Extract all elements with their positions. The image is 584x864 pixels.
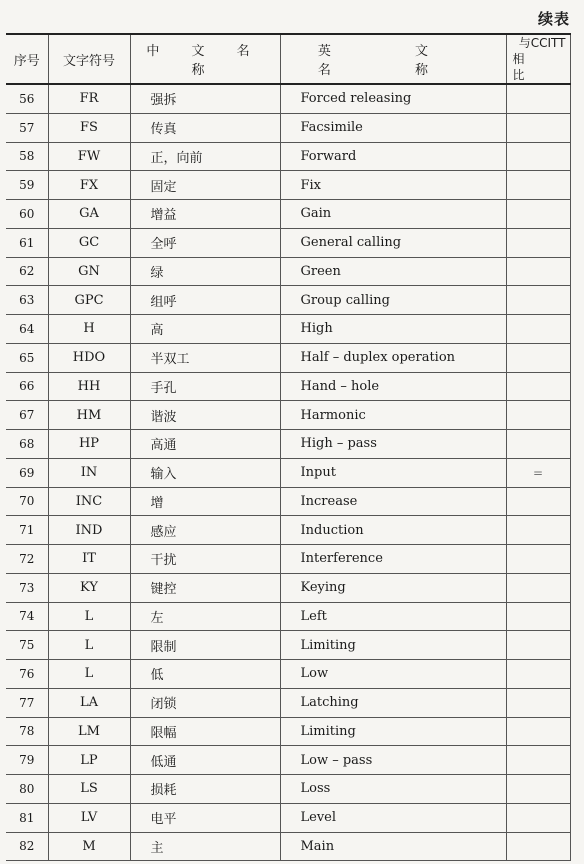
abbreviation-table <box>6 33 571 861</box>
ccitt-comparison-cell <box>506 200 570 229</box>
ccitt-comparison-cell <box>506 660 570 689</box>
row-number-cell: 75 <box>6 631 48 660</box>
english-name-cell: Interference <box>280 545 506 574</box>
chinese-name-cell: 左 <box>130 602 280 631</box>
english-name-cell: Keying <box>280 573 506 602</box>
chinese-name-cell: 手孔 <box>130 372 280 401</box>
table-header-row <box>6 34 570 84</box>
row-number-cell: 62 <box>6 257 48 286</box>
column-header-chinese: 中 文 名 称 <box>130 34 280 84</box>
table-row <box>6 660 570 689</box>
english-name-cell: Input <box>280 458 506 487</box>
symbol-cell: HP <box>48 430 130 459</box>
row-number-cell: 58 <box>6 142 48 171</box>
english-name-cell: Forward <box>280 142 506 171</box>
symbol-cell: FX <box>48 171 130 200</box>
symbol-cell: M <box>48 832 130 861</box>
table-row <box>6 775 570 804</box>
english-name-cell: General calling <box>280 228 506 257</box>
english-name-cell: Level <box>280 803 506 832</box>
english-name-cell: Hand – hole <box>280 372 506 401</box>
chinese-name-cell: 输入 <box>130 458 280 487</box>
symbol-cell: LM <box>48 717 130 746</box>
table-row <box>6 142 570 171</box>
chinese-name-cell: 增 <box>130 487 280 516</box>
row-number-cell: 64 <box>6 315 48 344</box>
chinese-name-cell: 键控 <box>130 573 280 602</box>
ccitt-comparison-cell: = <box>506 458 570 487</box>
ccitt-comparison-cell <box>506 573 570 602</box>
symbol-cell: FW <box>48 142 130 171</box>
column-header-english: 英 文 名 称 <box>280 34 506 84</box>
row-number-cell: 63 <box>6 286 48 315</box>
chinese-name-cell: 绿 <box>130 257 280 286</box>
ccitt-comparison-cell <box>506 142 570 171</box>
table-row <box>6 228 570 257</box>
chinese-name-cell: 高 <box>130 315 280 344</box>
symbol-cell: GC <box>48 228 130 257</box>
ccitt-comparison-cell <box>506 717 570 746</box>
chinese-name-cell: 谐波 <box>130 401 280 430</box>
ccitt-comparison-cell <box>506 315 570 344</box>
row-number-cell: 80 <box>6 775 48 804</box>
chinese-name-cell: 强拆 <box>130 84 280 113</box>
row-number-cell: 71 <box>6 516 48 545</box>
row-number-cell: 70 <box>6 487 48 516</box>
symbol-cell: GN <box>48 257 130 286</box>
column-header-ccitt-top: 与CCITT <box>518 36 566 50</box>
english-name-cell: Gain <box>280 200 506 229</box>
symbol-cell: IND <box>48 516 130 545</box>
table-row <box>6 286 570 315</box>
english-name-cell: Low – pass <box>280 746 506 775</box>
table-row <box>6 602 570 631</box>
ccitt-comparison-cell <box>506 746 570 775</box>
ccitt-comparison-cell <box>506 430 570 459</box>
chinese-name-cell: 增益 <box>130 200 280 229</box>
english-name-cell: Main <box>280 832 506 861</box>
row-number-cell: 78 <box>6 717 48 746</box>
symbol-cell: HDO <box>48 343 130 372</box>
table-row <box>6 372 570 401</box>
english-name-cell: Green <box>280 257 506 286</box>
symbol-cell: L <box>48 660 130 689</box>
symbol-cell: IN <box>48 458 130 487</box>
table-row <box>6 487 570 516</box>
table-row <box>6 200 570 229</box>
english-name-cell: Limiting <box>280 717 506 746</box>
table-row <box>6 113 570 142</box>
english-name-cell: High <box>280 315 506 344</box>
row-number-cell: 76 <box>6 660 48 689</box>
symbol-cell: GA <box>48 200 130 229</box>
row-number-cell: 60 <box>6 200 48 229</box>
symbol-cell: GPC <box>48 286 130 315</box>
symbol-cell: INC <box>48 487 130 516</box>
english-name-cell: Fix <box>280 171 506 200</box>
chinese-name-cell: 正，向前 <box>130 142 280 171</box>
symbol-cell: LS <box>48 775 130 804</box>
row-number-cell: 57 <box>6 113 48 142</box>
row-number-cell: 66 <box>6 372 48 401</box>
column-header-ccitt-bottom: 相 比 <box>512 52 543 82</box>
table-row <box>6 84 570 113</box>
ccitt-comparison-cell <box>506 401 570 430</box>
english-name-cell: Induction <box>280 516 506 545</box>
english-name-cell: Forced releasing <box>280 84 506 113</box>
english-name-cell: Facsimile <box>280 113 506 142</box>
table-row <box>6 430 570 459</box>
column-header-symbol: 文字符号 <box>48 34 130 84</box>
row-number-cell: 79 <box>6 746 48 775</box>
row-number-cell: 56 <box>6 84 48 113</box>
row-number-cell: 61 <box>6 228 48 257</box>
table-row <box>6 832 570 861</box>
symbol-cell: LP <box>48 746 130 775</box>
table-row <box>6 573 570 602</box>
continued-label: 续表 <box>537 10 570 28</box>
row-number-cell: 59 <box>6 171 48 200</box>
row-number-cell: 74 <box>6 602 48 631</box>
chinese-name-cell: 全呼 <box>130 228 280 257</box>
table-row <box>6 343 570 372</box>
row-number-cell: 69 <box>6 458 48 487</box>
english-name-cell: Increase <box>280 487 506 516</box>
symbol-cell: FS <box>48 113 130 142</box>
english-name-cell: Low <box>280 660 506 689</box>
ccitt-comparison-cell <box>506 257 570 286</box>
english-name-cell: Left <box>280 602 506 631</box>
row-number-cell: 72 <box>6 545 48 574</box>
chinese-name-cell: 传真 <box>130 113 280 142</box>
chinese-name-cell: 干扰 <box>130 545 280 574</box>
table-row <box>6 803 570 832</box>
chinese-name-cell: 半双工 <box>130 343 280 372</box>
symbol-cell: LV <box>48 803 130 832</box>
ccitt-comparison-cell <box>506 228 570 257</box>
english-name-cell: Half – duplex operation <box>280 343 506 372</box>
chinese-name-cell: 主 <box>130 832 280 861</box>
table-row <box>6 315 570 344</box>
symbol-cell: L <box>48 602 130 631</box>
symbol-cell: IT <box>48 545 130 574</box>
ccitt-comparison-cell <box>506 832 570 861</box>
ccitt-comparison-cell <box>506 688 570 717</box>
row-number-cell: 77 <box>6 688 48 717</box>
ccitt-comparison-cell <box>506 775 570 804</box>
table-row <box>6 688 570 717</box>
chinese-name-cell: 低 <box>130 660 280 689</box>
symbol-cell: KY <box>48 573 130 602</box>
table-row <box>6 401 570 430</box>
column-header-no: 序号 <box>6 34 48 84</box>
chinese-name-cell: 限制 <box>130 631 280 660</box>
chinese-name-cell: 组呼 <box>130 286 280 315</box>
symbol-cell: H <box>48 315 130 344</box>
row-number-cell: 65 <box>6 343 48 372</box>
ccitt-comparison-cell <box>506 631 570 660</box>
symbol-cell: FR <box>48 84 130 113</box>
ccitt-comparison-cell <box>506 372 570 401</box>
table-row <box>6 257 570 286</box>
table-row <box>6 545 570 574</box>
ccitt-comparison-cell <box>506 602 570 631</box>
symbol-cell: L <box>48 631 130 660</box>
english-name-cell: Harmonic <box>280 401 506 430</box>
table-row <box>6 631 570 660</box>
table-row <box>6 516 570 545</box>
english-name-cell: High – pass <box>280 430 506 459</box>
chinese-name-cell: 固定 <box>130 171 280 200</box>
ccitt-comparison-cell <box>506 803 570 832</box>
chinese-name-cell: 低通 <box>130 746 280 775</box>
chinese-name-cell: 感应 <box>130 516 280 545</box>
column-header-ccitt <box>506 34 570 84</box>
ccitt-comparison-cell <box>506 113 570 142</box>
symbol-cell: HM <box>48 401 130 430</box>
table-row <box>6 717 570 746</box>
row-number-cell: 67 <box>6 401 48 430</box>
chinese-name-cell: 限幅 <box>130 717 280 746</box>
ccitt-comparison-cell <box>506 343 570 372</box>
row-number-cell: 81 <box>6 803 48 832</box>
english-name-cell: Limiting <box>280 631 506 660</box>
ccitt-comparison-cell <box>506 84 570 113</box>
chinese-name-cell: 损耗 <box>130 775 280 804</box>
symbol-cell: HH <box>48 372 130 401</box>
symbol-cell: LA <box>48 688 130 717</box>
english-name-cell: Group calling <box>280 286 506 315</box>
ccitt-comparison-cell <box>506 487 570 516</box>
english-name-cell: Latching <box>280 688 506 717</box>
table-row <box>6 746 570 775</box>
ccitt-comparison-cell <box>506 171 570 200</box>
chinese-name-cell: 高通 <box>130 430 280 459</box>
table-body <box>6 84 570 861</box>
row-number-cell: 73 <box>6 573 48 602</box>
row-number-cell: 68 <box>6 430 48 459</box>
table-row <box>6 171 570 200</box>
chinese-name-cell: 电平 <box>130 803 280 832</box>
table-row <box>6 458 570 487</box>
english-name-cell: Loss <box>280 775 506 804</box>
ccitt-comparison-cell <box>506 545 570 574</box>
ccitt-comparison-cell <box>506 516 570 545</box>
row-number-cell: 82 <box>6 832 48 861</box>
chinese-name-cell: 闭锁 <box>130 688 280 717</box>
ccitt-comparison-cell <box>506 286 570 315</box>
